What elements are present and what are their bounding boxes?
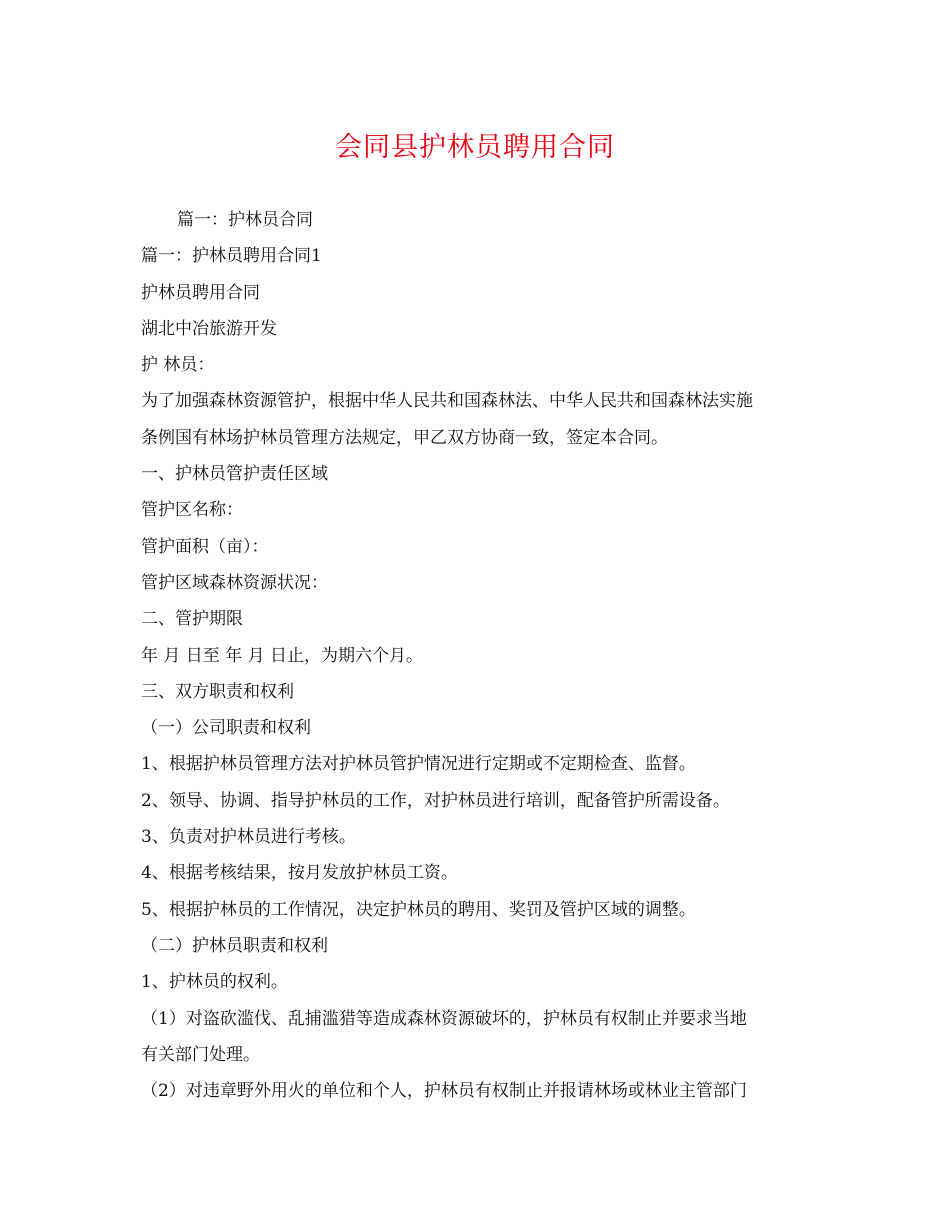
paragraph: 为了加强森林资源管护，根据中华人民共和国森林法、中华人民共和国森林法实施 [141,391,753,412]
paragraph: 有关部门处理。 [141,1044,260,1065]
list-item: （1）对盗砍滥伐、乱捕滥猎等造成森林资源破坏的，护林员有权制止并要求当地 [141,1008,747,1029]
paragraph: 年 月 日至 年 月 日止，为期六个月。 [141,645,424,666]
paragraph: 护 林员： [141,355,215,376]
list-item: 1、护林员的权利。 [141,972,288,993]
document-title: 会同县护林员聘用合同 [335,132,615,163]
list-item: 1、根据护林员管理方法对护林员管护情况进行定期或不定期检查、监督。 [141,754,696,775]
paragraph: 管护区名称： [141,500,243,521]
paragraph: 管护面积（亩）： [141,536,269,557]
paragraph: 管护区域森林资源状况： [141,572,328,593]
list-item: 3、负责对护林员进行考核。 [141,827,356,848]
subsection-heading: （二）护林员职责和权利 [141,935,328,956]
subsection-heading: （一）公司职责和权利 [141,718,311,739]
paragraph: 条例国有林场护林员管理方法规定，甲乙双方协商一致，签定本合同。 [141,427,668,448]
list-item: 2、领导、协调、指导护林员的工作，对护林员进行培训，配备管护所需设备。 [141,790,730,811]
paragraph: 湖北中冶旅游开发 [141,318,277,339]
section-heading: 二、管护期限 [141,609,243,630]
section-heading: 一、护林员管护责任区域 [141,464,328,485]
document-body [141,202,831,1109]
section-heading: 篇一：护林员合同 [177,210,313,230]
paragraph: 护林员聘用合同 [141,282,260,303]
list-item: （2）对违章野外用火的单位和个人，护林员有权制止并报请林场或林业主管部门 [141,1081,747,1102]
list-item: 5、根据护林员的工作情况，决定护林员的聘用、奖罚及管护区域的调整。 [141,899,696,920]
section-heading: 三、双方职责和权利 [141,681,294,702]
list-item: 4、根据考核结果，按月发放护林员工资。 [141,863,458,884]
paragraph: 篇一：护林员聘用合同1 [141,246,322,267]
